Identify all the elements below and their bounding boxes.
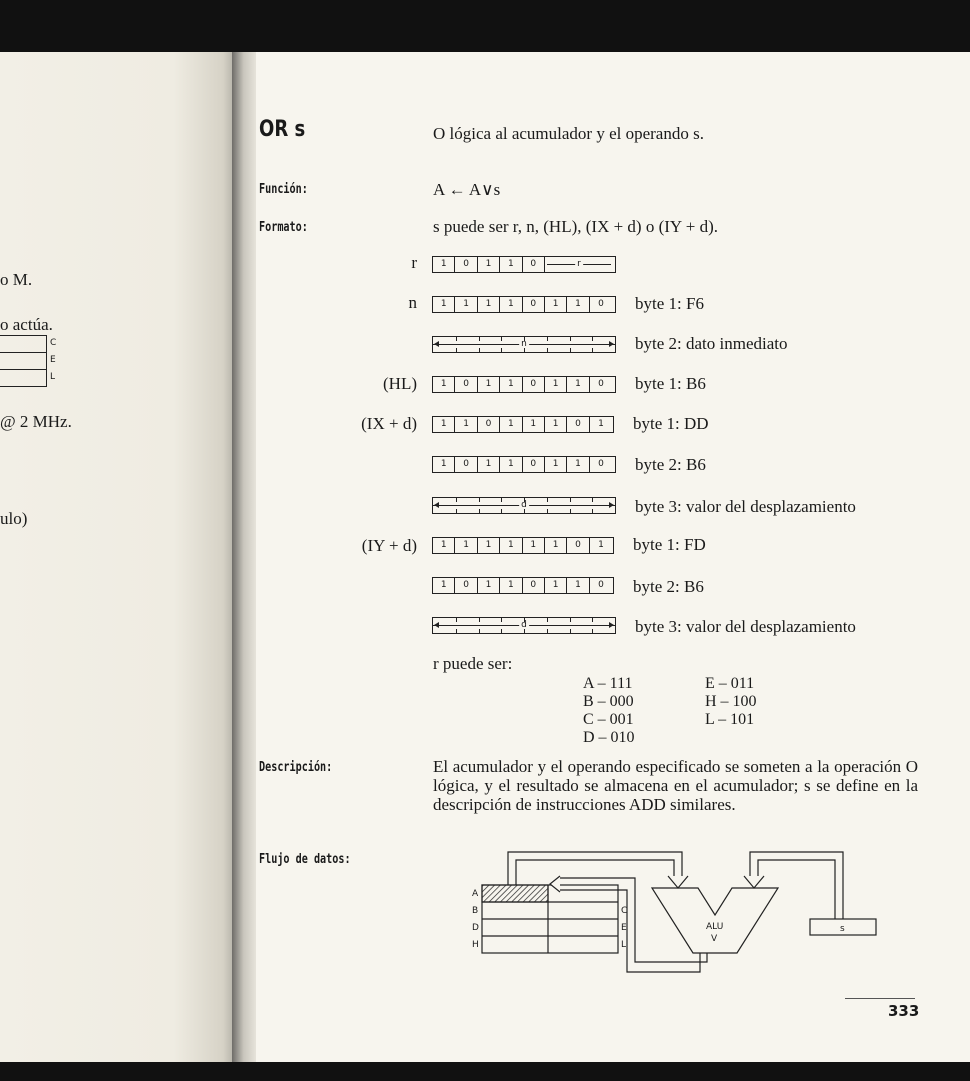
format-ix-byte1: byte 1: DD xyxy=(633,414,709,433)
funcion-label: Función: xyxy=(259,182,308,197)
field-tick xyxy=(524,348,525,352)
field-tick xyxy=(479,509,480,513)
flujo-label: Flujo de datos: xyxy=(259,852,351,867)
field-tick xyxy=(524,498,525,502)
bit: 1 xyxy=(500,457,522,472)
bit: 1 xyxy=(478,377,500,392)
field-tick xyxy=(547,618,548,622)
arrow-left-icon xyxy=(434,502,439,508)
registers-heading: r puede ser: xyxy=(433,654,513,673)
format-n-byte1: byte 1: F6 xyxy=(635,294,704,313)
field-tick xyxy=(479,629,480,633)
arrow-right-icon xyxy=(609,341,614,347)
field-tick xyxy=(570,509,571,513)
field-tick xyxy=(570,348,571,352)
field-tick xyxy=(592,618,593,622)
descripcion-label: Descripción: xyxy=(259,760,333,775)
bit: 1 xyxy=(433,538,455,553)
bit: 1 xyxy=(433,297,455,312)
page-number: 333 xyxy=(888,1002,920,1020)
bit: 1 xyxy=(455,417,477,432)
field-tick xyxy=(592,509,593,513)
scan-bottom-border xyxy=(0,1062,970,1081)
bit: 1 xyxy=(567,377,589,392)
format-ix-opcode-1 xyxy=(432,416,614,433)
bit: 0 xyxy=(598,379,604,389)
arrow-left-icon xyxy=(434,341,439,347)
field-tick xyxy=(456,629,457,633)
accumulator-register xyxy=(482,885,548,902)
bit: 1 xyxy=(433,417,455,432)
formato-text: s puede ser r, n, (HL), (IX + d) o (IY + d). xyxy=(433,217,719,236)
bit: 0 xyxy=(598,299,604,309)
register-code: H – 100 xyxy=(705,693,757,710)
register-code: C – 001 xyxy=(583,711,634,728)
left-flag-l: L xyxy=(50,372,56,382)
bit: 1 xyxy=(567,457,589,472)
field-tick xyxy=(592,348,593,352)
bit: 0 xyxy=(455,257,477,272)
register-code: B – 000 xyxy=(583,693,634,710)
format-iy-opcode-1 xyxy=(432,537,614,554)
diagram-reg-c: C xyxy=(621,906,628,916)
format-n-byte2: byte 2: dato inmediato xyxy=(635,334,788,353)
left-fragment-1: o M. xyxy=(0,270,33,289)
bit: 1 xyxy=(545,417,567,432)
diagram-alu-op: V xyxy=(711,934,718,944)
field-tick xyxy=(524,618,525,622)
format-n-label: n xyxy=(408,293,417,312)
bit: 0 xyxy=(567,417,589,432)
bit: 1 xyxy=(478,457,500,472)
bit: 0 xyxy=(567,538,589,553)
format-r-opcode xyxy=(432,256,616,273)
register-field-label: r xyxy=(575,257,583,272)
field-tick xyxy=(547,629,548,633)
field-tick xyxy=(456,348,457,352)
left-fragment-3: @ 2 MHz. xyxy=(0,412,72,431)
field-tick xyxy=(456,618,457,622)
format-iy-byte1: byte 1: FD xyxy=(633,535,706,554)
bit: 1 xyxy=(500,538,522,553)
bit: 1 xyxy=(500,297,522,312)
format-n-opcode xyxy=(432,296,616,313)
left-fragment-4: ulo) xyxy=(0,509,28,528)
field-tick xyxy=(547,509,548,513)
format-ix-byte2: byte 2: B6 xyxy=(635,455,706,474)
field-tick xyxy=(479,348,480,352)
field-tick xyxy=(456,509,457,513)
left-page xyxy=(0,52,248,1062)
bit: 0 xyxy=(598,459,604,469)
left-flag-e: E xyxy=(50,355,56,365)
diagram-reg-l: L xyxy=(621,940,627,950)
instruction-summary: O lógica al acumulador y el operando s. xyxy=(433,124,704,143)
bit: 1 xyxy=(545,297,567,312)
formato-label: Formato: xyxy=(259,220,308,235)
bit: 1 xyxy=(478,538,500,553)
bit: 1 xyxy=(545,578,567,593)
arrow-right-icon xyxy=(609,502,614,508)
scan-top-border xyxy=(0,0,970,52)
page-title: OR s xyxy=(259,117,306,142)
bit: 1 xyxy=(500,377,522,392)
bit: 0 xyxy=(455,457,477,472)
bit: 0 xyxy=(523,257,545,272)
bit: 1 xyxy=(500,257,522,272)
bit: 0 xyxy=(478,417,500,432)
field-tick xyxy=(501,618,502,622)
displacement-field-label: d xyxy=(521,620,527,630)
field-tick xyxy=(592,498,593,502)
bit: 1 xyxy=(567,578,589,593)
bit: 1 xyxy=(478,257,500,272)
bit: 1 xyxy=(455,297,477,312)
bit: 0 xyxy=(523,297,545,312)
bit: 1 xyxy=(478,297,500,312)
format-hl-byte1: byte 1: B6 xyxy=(635,374,706,393)
descripcion-text: El acumulador y el operando especificado se someten a la operación O lógica, y el resultado se almacena en el acumulador; s se define en la descripción de instrucciones ADD similares. xyxy=(433,757,918,814)
field-tick xyxy=(592,629,593,633)
page-number-rule xyxy=(845,998,915,999)
field-tick xyxy=(456,498,457,502)
diagram-reg-a: A xyxy=(472,889,479,899)
funcion-text: A ← A∨s xyxy=(433,180,501,199)
bit: 0 xyxy=(523,457,545,472)
data-field-label: n xyxy=(521,339,527,349)
register-code: L – 101 xyxy=(705,711,755,728)
field-tick xyxy=(479,498,480,502)
bit: 0 xyxy=(523,377,545,392)
bit: 0 xyxy=(455,377,477,392)
data-flow-diagram xyxy=(460,840,890,985)
diagram-reg-b: B xyxy=(472,906,479,916)
bit: 1 xyxy=(433,377,455,392)
bit: 1 xyxy=(545,457,567,472)
field-tick xyxy=(547,498,548,502)
field-tick xyxy=(501,348,502,352)
bit: 1 xyxy=(598,540,604,550)
bit: 1 xyxy=(500,578,522,593)
arrow-right-icon xyxy=(609,622,614,628)
field-tick xyxy=(570,629,571,633)
field-tick xyxy=(501,498,502,502)
displacement-field-label: d xyxy=(521,500,527,510)
register-code: A – 111 xyxy=(583,675,633,692)
bit: 1 xyxy=(433,257,455,272)
bit: 1 xyxy=(433,457,455,472)
field-tick xyxy=(570,618,571,622)
bit: 0 xyxy=(523,578,545,593)
format-iy-displacement-field xyxy=(432,617,616,634)
bit: 0 xyxy=(598,580,604,590)
diagram-reg-h: H xyxy=(472,940,479,950)
format-iy-byte3: byte 3: valor del desplazamiento xyxy=(635,617,856,636)
book-gutter xyxy=(232,52,258,1062)
field-tick xyxy=(501,337,502,341)
bit: 1 xyxy=(433,578,455,593)
format-hl-label: (HL) xyxy=(383,374,417,393)
field-tick xyxy=(501,629,502,633)
register-code: D – 010 xyxy=(583,729,635,746)
diagram-reg-d: D xyxy=(472,923,479,933)
bit: 1 xyxy=(598,419,604,429)
field-tick xyxy=(524,337,525,341)
diagram-reg-e: E xyxy=(621,923,627,933)
register-field xyxy=(545,257,613,272)
field-tick xyxy=(524,509,525,513)
format-ix-displacement-field xyxy=(432,497,616,514)
format-iy-label: (IY + d) xyxy=(361,536,417,555)
bit: 1 xyxy=(478,578,500,593)
arrow-left-icon xyxy=(434,622,439,628)
field-tick xyxy=(479,618,480,622)
left-flag-c: C xyxy=(50,338,57,348)
format-ix-byte3: byte 3: valor del desplazamiento xyxy=(635,497,856,516)
diagram-alu-label: ALU xyxy=(706,922,724,932)
bit: 1 xyxy=(523,417,545,432)
format-ix-label: (IX + d) xyxy=(361,414,417,433)
format-iy-opcode-2 xyxy=(432,577,614,594)
format-n-data-field xyxy=(432,336,616,353)
bit: 0 xyxy=(455,578,477,593)
bit: 1 xyxy=(455,538,477,553)
bit: 1 xyxy=(567,297,589,312)
field-tick xyxy=(501,509,502,513)
bit: 1 xyxy=(545,377,567,392)
field-tick xyxy=(479,337,480,341)
format-ix-opcode-2 xyxy=(432,456,616,473)
left-fragment-2: o actúa. xyxy=(0,315,53,334)
left-register-box xyxy=(0,335,47,387)
bit: 1 xyxy=(523,538,545,553)
field-tick xyxy=(570,498,571,502)
field-tick xyxy=(570,337,571,341)
register-code: E – 011 xyxy=(705,675,755,692)
bit: 1 xyxy=(545,538,567,553)
field-tick xyxy=(547,337,548,341)
format-hl-opcode xyxy=(432,376,616,393)
field-tick xyxy=(592,337,593,341)
diagram-operand-label: s xyxy=(840,924,845,934)
format-iy-byte2: byte 2: B6 xyxy=(633,577,704,596)
field-tick xyxy=(524,629,525,633)
field-tick xyxy=(547,348,548,352)
field-tick xyxy=(456,337,457,341)
format-r-label: r xyxy=(411,253,417,272)
bit: 1 xyxy=(500,417,522,432)
